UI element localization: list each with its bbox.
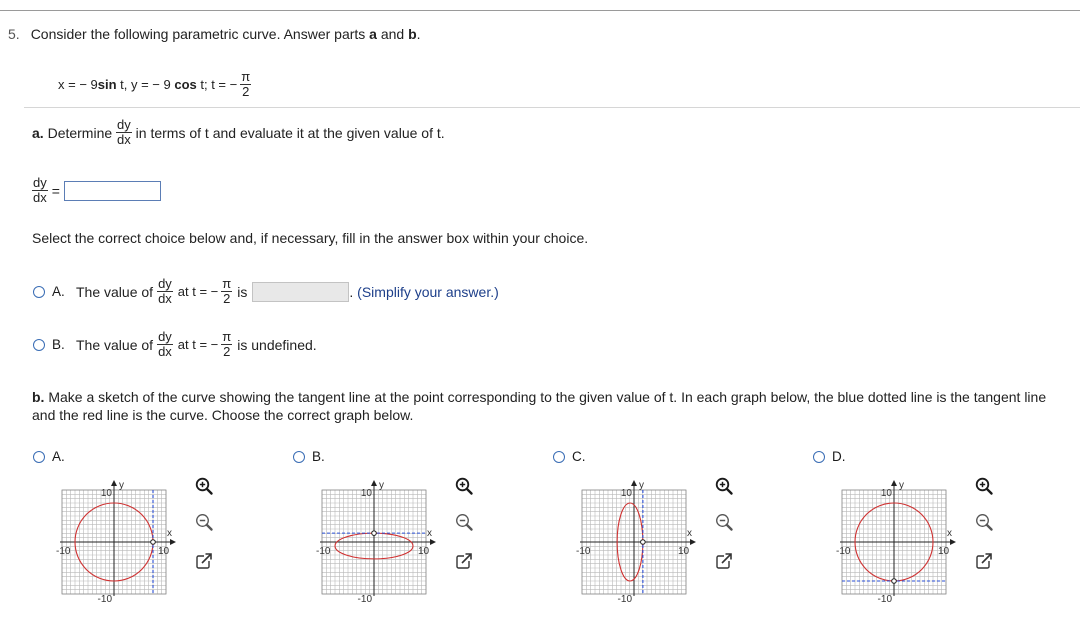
graph-choice-radio[interactable] [813, 451, 825, 463]
magnifier-handle [467, 525, 472, 530]
x-axis-label: x [947, 528, 952, 539]
expand-icon[interactable] [454, 551, 474, 571]
choice-b-row[interactable]: B. The value of $\frac{dy}{dx}$ at t = − $\frac{\pi}{2}$ is undefined. [33, 330, 317, 359]
tick-label-right: 10 [158, 546, 170, 557]
tick-label-left: -10 [56, 546, 71, 557]
graph-choice-letter: A. [52, 449, 65, 464]
graph-plot[interactable] [316, 480, 444, 604]
part-a-prompt: a. Determine $\frac{dy}{dx}$ in terms of t and evaluate it at the given value of t. [32, 117, 445, 147]
graph-choice-radio[interactable] [553, 451, 565, 463]
x-axis-arrow [950, 539, 956, 545]
y-axis-label: y [639, 480, 644, 491]
zoom-out-icon[interactable] [194, 512, 214, 532]
graph-choice-radio[interactable] [293, 451, 305, 463]
magnifier-handle [207, 489, 212, 494]
graph-plot[interactable] [576, 480, 704, 604]
section-divider [24, 107, 1080, 108]
tick-label-left: -10 [316, 546, 331, 557]
t-value-fraction: $\frac{\pi}{2}$ [241, 69, 251, 99]
magnifier-handle [727, 489, 732, 494]
zoom-out-icon[interactable] [454, 512, 474, 532]
graph-plot[interactable] [56, 480, 184, 604]
choice-b-dy-dx: $\frac{dy}{dx}$ [158, 329, 172, 359]
x-axis-label: x [687, 528, 692, 539]
y-axis-arrow [371, 480, 377, 486]
simplify-hint: (Simplify your answer.) [357, 283, 499, 300]
tick-label-right: 10 [418, 546, 430, 557]
tangent-point [151, 540, 156, 545]
tick-label-bottom: -10 [617, 594, 632, 605]
graph-choice-d[interactable] [813, 449, 846, 464]
choice-b-radio[interactable] [33, 339, 45, 351]
x-axis-arrow [690, 539, 696, 545]
tick-label-top: 10 [100, 488, 112, 499]
magnifier-handle [207, 525, 212, 530]
x-axis-arrow [430, 539, 436, 545]
question-prompt: Consider the following parametric curve. Answer parts a and b. [30, 26, 421, 42]
tick-label-top: 10 [360, 488, 372, 499]
choice-a-answer-input[interactable] [252, 282, 349, 302]
zoom-out-icon[interactable] [974, 512, 994, 532]
x-axis-arrow [170, 539, 176, 545]
graph-choice-letter: D. [832, 449, 846, 464]
magnifier-handle [467, 489, 472, 494]
tick-label-bottom: -10 [97, 594, 112, 605]
zoom-out-icon[interactable] [714, 512, 734, 532]
zoom-in-icon[interactable] [714, 476, 734, 496]
x-axis-label: x [167, 528, 172, 539]
graph-choice-c[interactable] [553, 449, 586, 464]
y-axis-arrow [631, 480, 637, 486]
graph-choice-letter: C. [572, 449, 586, 464]
tick-label-left: -10 [576, 546, 591, 557]
y-axis-label: y [899, 480, 904, 491]
y-axis-label: y [379, 480, 384, 491]
question-number: 5. [8, 26, 20, 42]
y-axis-arrow [891, 480, 897, 486]
graph-choice-letter: B. [312, 449, 325, 464]
graph-choice-a[interactable] [33, 449, 65, 464]
top-divider [0, 10, 1080, 11]
magnifier-handle [727, 525, 732, 530]
tangent-point [892, 579, 897, 584]
y-axis-label: y [119, 480, 124, 491]
question-header [8, 26, 421, 42]
part-b-prompt: b. Make a sketch of the curve showing the tangent line at the point corresponding to the given value of t. In each graph below, the blue dotted line is the tangent line and the red line is the curve. Choose the correct graph below. [32, 389, 1047, 423]
choice-a-radio[interactable] [33, 286, 45, 298]
graph-choice-radio[interactable] [33, 451, 45, 463]
graph-plot[interactable] [836, 480, 964, 604]
tick-label-right: 10 [938, 546, 950, 557]
magnifier-handle [987, 489, 992, 494]
dy-dx-answer-input[interactable] [64, 181, 161, 201]
expand-icon[interactable] [974, 551, 994, 571]
choice-a-dy-dx: $\frac{dy}{dx}$ [158, 276, 172, 306]
choice-a-row[interactable]: A. The value of $\frac{dy}{dx}$ at t = − $\frac{\pi}{2}$ is . (Simplify your answer.) [33, 277, 499, 306]
graph-choice-b[interactable] [293, 449, 325, 464]
tick-label-right: 10 [678, 546, 690, 557]
tick-label-top: 10 [620, 488, 632, 499]
choice-a-t-fraction: $\frac{\pi}{2}$ [222, 276, 232, 306]
tangent-point [641, 540, 646, 545]
zoom-in-icon[interactable] [194, 476, 214, 496]
tick-label-bottom: -10 [357, 594, 372, 605]
dy-dx-fraction: $\frac{dy}{dx}$ [117, 117, 131, 147]
select-instruction: Select the correct choice below and, if necessary, fill in the answer box within your choice. [32, 230, 589, 246]
choice-b-t-fraction: $\frac{\pi}{2}$ [222, 329, 232, 359]
magnifier-handle [987, 525, 992, 530]
tangent-point [372, 531, 377, 536]
expand-icon[interactable] [194, 551, 214, 571]
tick-label-bottom: -10 [877, 594, 892, 605]
x-axis-label: x [427, 528, 432, 539]
answer-dy-dx-fraction: $\frac{dy}{dx}$ [33, 175, 47, 205]
expand-icon[interactable] [714, 551, 734, 571]
zoom-in-icon[interactable] [974, 476, 994, 496]
dy-dx-answer-row: $\frac{dy}{dx}$ = [32, 176, 161, 205]
zoom-in-icon[interactable] [454, 476, 474, 496]
tick-label-top: 10 [880, 488, 892, 499]
y-axis-arrow [111, 480, 117, 486]
tick-label-left: -10 [836, 546, 851, 557]
parametric-equation: x = − 9 sin t, y = − 9 cos t; t = − $\frac{\pi}{2}$ [58, 69, 251, 99]
